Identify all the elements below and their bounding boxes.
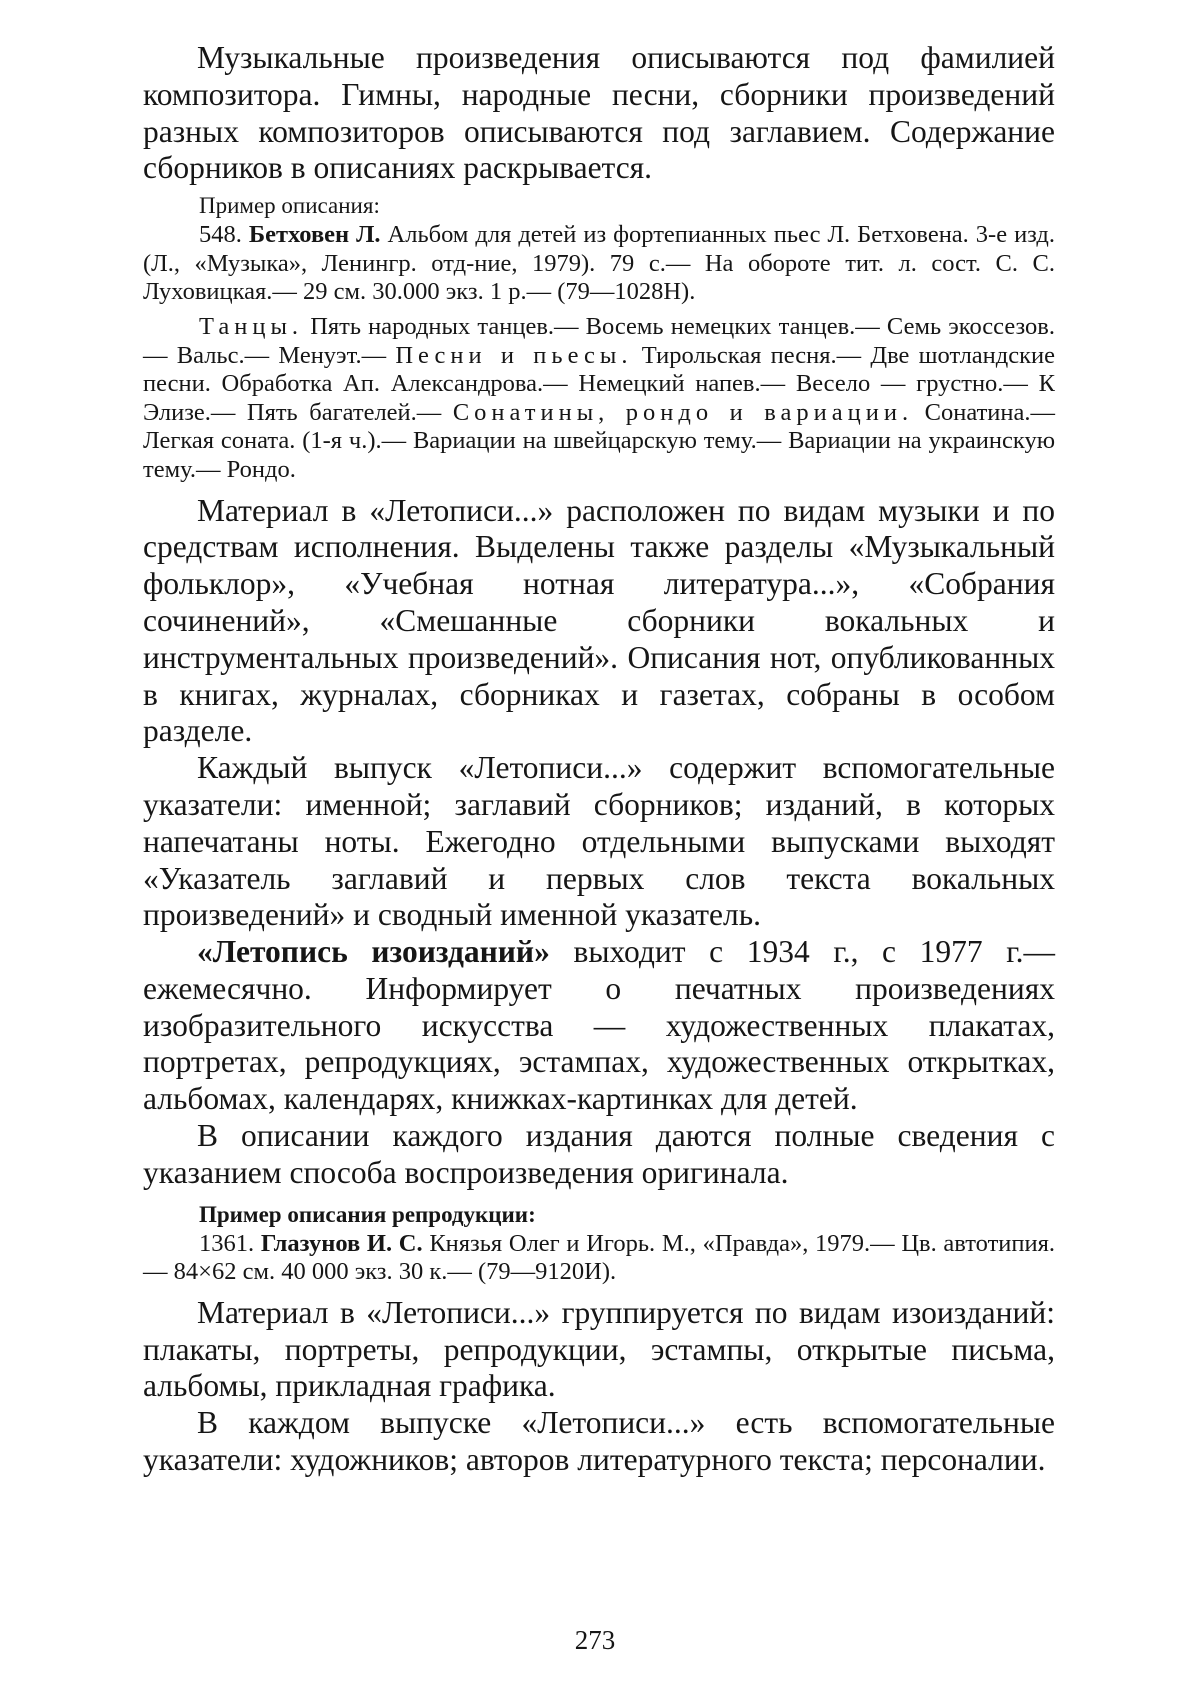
paragraph-grouping: Материал в «Летописи...» группируется по видам изоизданий: плакаты, портреты, репродукции, эстампы, открытые письма, альбомы, прикладная графика. [143,1294,1055,1404]
example-entry [143,221,1055,307]
entry-author: Бетховен Л. [248,221,381,249]
entry-author: Глазунов И. С. [260,1229,423,1257]
paragraph-auxiliary-indexes: В каждом выпуске «Летописи...» есть вспомогательные указатели: художников; авторов литературного текста; персоналии. [143,1405,1055,1478]
entry-body: Князья Олег и Игорь. М., «Правда», 1979.— Цв. автотипия.— 84×62 см. 40 000 экз. 30 к.— (79—9120И). [143,1229,1056,1286]
publication-description: выходит с 1934 г., с 1977 г.— ежемесячно. Информирует о печатных произведениях изобразительного искусства — художественных плакатах, портретах, репродукциях, эстампах, художественных открытках, альбомах, календарях, книжках-картинках для детей. [143,934,1055,1117]
paragraph-indexes: Каждый выпуск «Летописи...» содержит вспомогательные указатели: именной; заглавий сборников; изданий, в которых напечатаны ноты. Ежегодно отдельными выпусками выходят «Указатель заглавий и первых слов текста вокальных произведений» и сводный именной указатель. [143,750,1055,933]
contents-songs: Тирольская песня.— Две шотландские песни. Обработка Ап. Александрова.— Немецкий напев.— Весело — грустно.— К Элизе.— Пять багателей.— [143,341,1056,426]
paragraph-material-arrangement: Материал в «Летописи...» расположен по видам музыки и по средствам исполнения. Выделены также разделы «Музыкальный фольклор», «Учебная нотная литература...», «Собрания сочинений», «Смешанные сборники вокальных и инструментальных произведений». Описания нот, опубликованных в книгах, журналах, сборниках и газетах, собраны в особом разделе. [143,492,1055,749]
contents-heading-sonatinas: Сонатины, рондо и вариации. [452,398,914,426]
paragraph-edition-details: В описании каждого издания даются полные сведения с указанием способа воспроизведения оригинала. [143,1118,1055,1190]
example-reproduction-entry [143,1230,1055,1287]
publication-title: «Летопись изоизданий» [197,934,550,970]
entry-body: Альбом для детей из фортепианных пьес Л. Бетховена. 3-е изд. (Л., «Музыка», Ленингр. отд-ние, 1979). 79 с.— На обороте тит. л. сост. С. С. Луховицкая.— 29 см. 30.000 экз. 1 р.— (79—1028Н). [143,221,1056,306]
entry-number: 1361. [199,1229,255,1257]
example-contents [143,313,1055,485]
example-reproduction-title: Пример описания репродукции: [199,1201,536,1227]
contents-sonatinas: Сонатина.— Легкая соната. (1-я ч.).— Вариации на швейцарскую тему.— Вариации на украинскую тему.— Рондо. [143,398,1056,483]
contents-heading-songs: Песни и пьесы. [395,341,633,369]
page-number: 273 [574,1625,616,1655]
contents-dances: Пять народных танцев.— Восемь немецких танцев.— Семь экоссезов.— Вальс.— Менуэт.— [143,312,1055,369]
page-body [143,40,1055,1479]
entry-number: 548. [199,221,242,249]
contents-heading-dances: Танцы. [199,312,304,340]
example-title: Пример описания: [199,193,380,219]
paragraph-letopis-izoizdaniy [143,934,1055,1118]
paragraph-music-description: Музыкальные произведения описываются под фамилией композитора. Гимны, народные песни, сборники произведений разных композиторов описываются под заглавием. Содержание сборников в описаниях раскрывается. [143,40,1055,186]
